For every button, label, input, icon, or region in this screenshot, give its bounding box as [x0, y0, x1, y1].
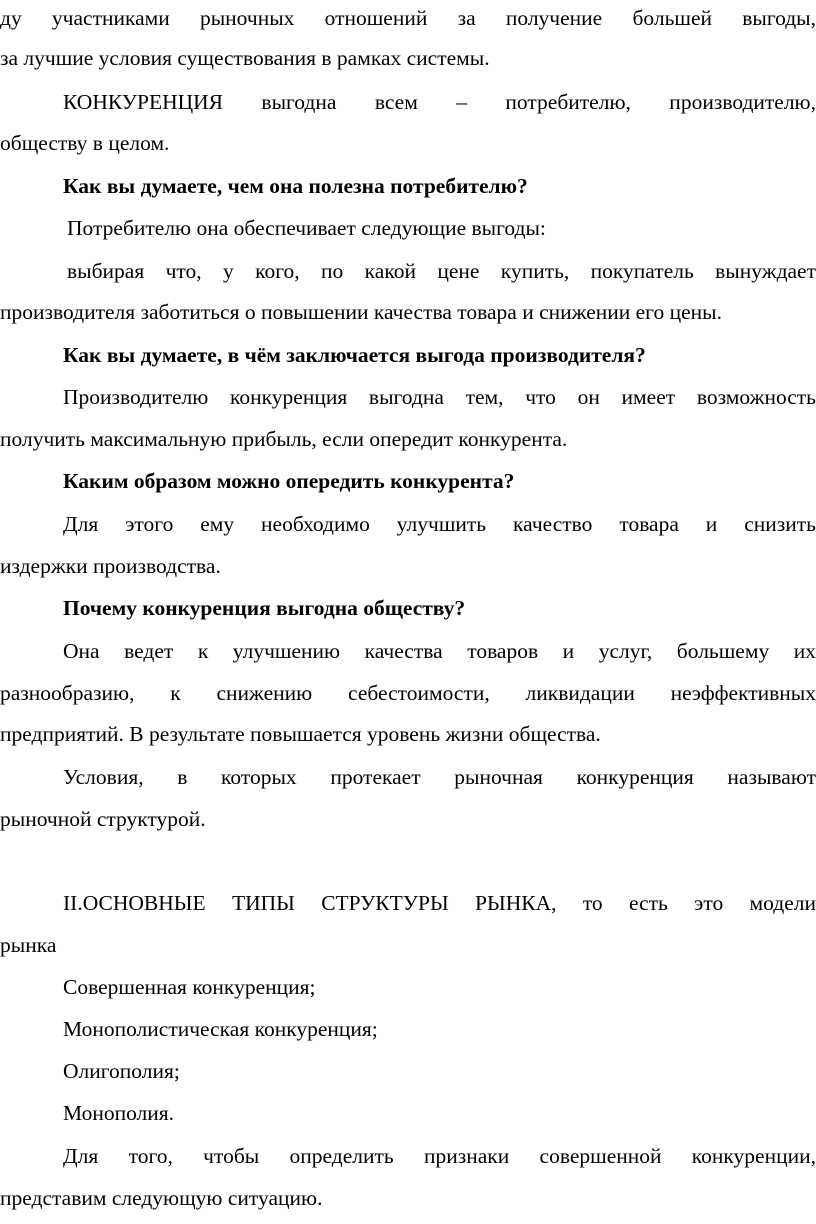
- text-line: разнообразию, к снижению себестоимости, ликвидации неэффективных: [0, 681, 816, 705]
- text-line: выбирая что, у кого, по какой цене купить, покупатель вынуждает: [67, 259, 816, 283]
- text-line: ду участниками рыночных отношений за получение большей выгоды,: [0, 6, 816, 30]
- list-item: Монополистическая конкуренция;: [63, 1017, 378, 1041]
- text-line: Производителю конкуренция выгодна тем, что он имеет возможность: [63, 385, 816, 409]
- text-line: производителя заботиться о повышении качества товара и снижении его цены.: [0, 300, 722, 324]
- list-item: Монополия.: [63, 1101, 175, 1125]
- text-line: КОНКУРЕНЦИЯ выгодна всем – потребителю, производителю,: [63, 90, 816, 114]
- question-heading: Почему конкуренция выгодна обществу?: [63, 596, 466, 620]
- text-line: издержки производства.: [0, 554, 221, 578]
- text-line: рынка: [0, 933, 57, 957]
- list-item: Совершенная конкуренция;: [63, 975, 316, 999]
- question-heading: Каким образом можно опередить конкурента?: [63, 469, 515, 493]
- text-line: получить максимальную прибыль, если опередит конкурента.: [0, 427, 568, 451]
- text-line: предприятий. В результате повышается уровень жизни общества.: [0, 722, 601, 746]
- question-heading: Как вы думаете, в чём заключается выгода производителя?: [63, 343, 646, 367]
- text-line: Для этого ему необходимо улучшить качество товара и снизить: [63, 512, 816, 536]
- text-line: представим следующую ситуацию.: [0, 1186, 323, 1210]
- list-item: Олигополия;: [63, 1059, 180, 1083]
- text-line: за лучшие условия существования в рамках системы.: [0, 46, 490, 70]
- text-line: Условия, в которых протекает рыночная конкуренция называют: [63, 765, 816, 789]
- section-heading-line: II.ОСНОВНЫЕ ТИПЫ СТРУКТУРЫ РЫНКА, то есть это модели: [63, 891, 816, 915]
- text-line: Она ведет к улучшению качества товаров и услуг, большему их: [63, 639, 816, 663]
- text-line: обществу в целом.: [0, 131, 170, 155]
- question-heading: Как вы думаете, чем она полезна потребителю?: [63, 174, 528, 198]
- text-line: Для того, чтобы определить признаки совершенной конкуренции,: [63, 1144, 816, 1168]
- text-line: рыночной структурой.: [0, 807, 206, 831]
- text-line: Потребителю она обеспечивает следующие выгоды:: [67, 216, 546, 240]
